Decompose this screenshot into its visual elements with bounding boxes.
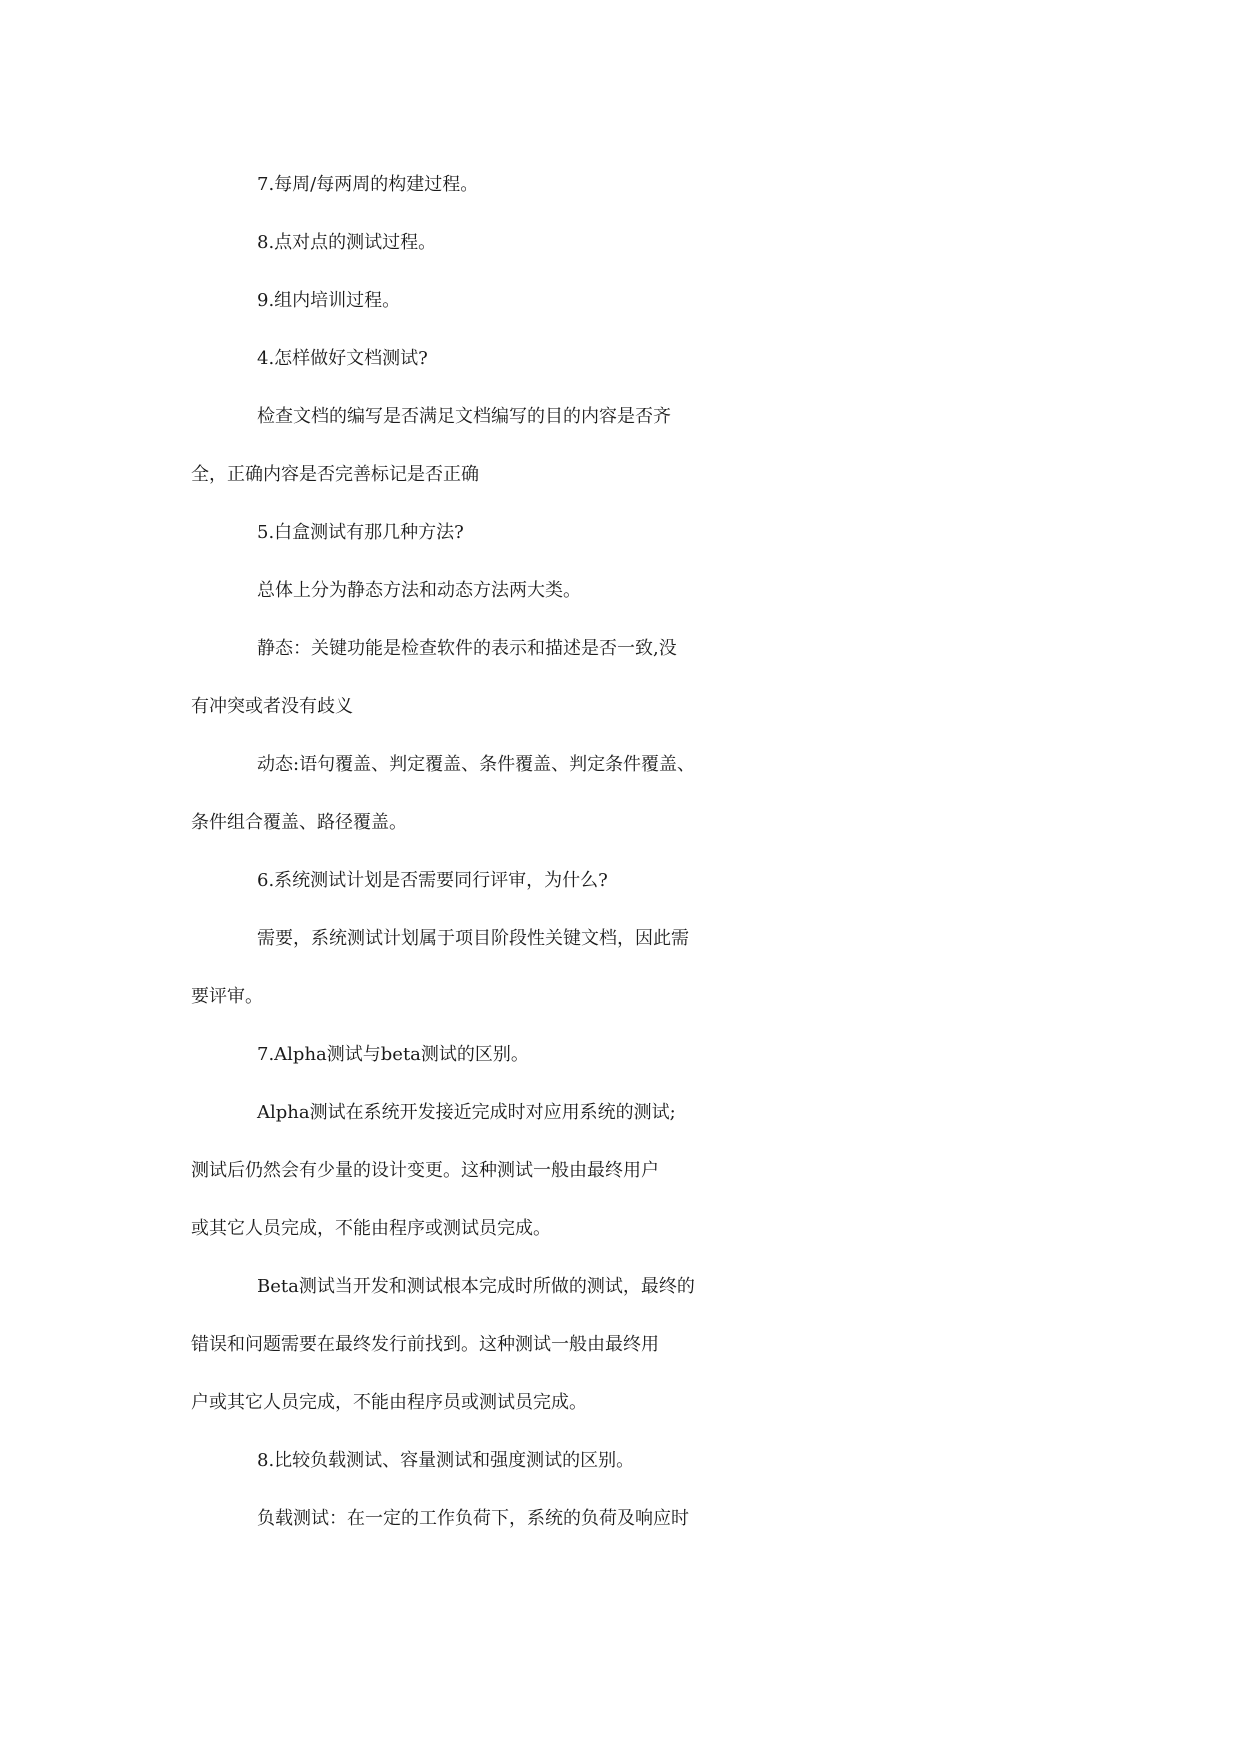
text-line: 条件组合覆盖、路径覆盖。 [191,812,407,833]
text-line: 5.白盒测试有那几种方法? [257,522,464,543]
text-line: Alpha测试在系统开发接近完成时对应用系统的测试; [257,1102,676,1123]
text-line: 或其它人员完成，不能由程序或测试员完成。 [191,1218,551,1239]
text-line: 错误和问题需要在最终发行前找到。这种测试一般由最终用 [191,1334,659,1355]
text-line: 8.比较负载测试、容量测试和强度测试的区别。 [257,1450,635,1471]
text-line: 静态：关键功能是检查软件的表示和描述是否一致,没 [257,638,677,659]
text-line: Beta测试当开发和测试根本完成时所做的测试，最终的 [257,1276,695,1297]
text-line: 全，正确内容是否完善标记是否正确 [191,464,479,485]
text-line: 测试后仍然会有少量的设计变更。这种测试一般由最终用户 [191,1160,659,1181]
text-line: 9.组内培训过程。 [257,290,401,311]
text-line: 检查文档的编写是否满足文档编写的目的内容是否齐 [257,406,671,427]
text-line: 7.每周/每两周的构建过程。 [257,174,479,195]
text-line: 需要，系统测试计划属于项目阶段性关键文档，因此需 [257,928,689,949]
text-line: 6.系统测试计划是否需要同行评审，为什么? [257,870,608,891]
text-line: 要评审。 [191,986,263,1007]
text-line: 7.Alpha测试与beta测试的区别。 [257,1044,529,1065]
text-line: 有冲突或者没有歧义 [191,696,353,717]
text-line: 动态:语句覆盖、判定覆盖、条件覆盖、判定条件覆盖、 [257,754,696,775]
text-line: 4.怎样做好文档测试? [257,348,428,369]
text-line: 总体上分为静态方法和动态方法两大类。 [257,580,581,601]
text-line: 负载测试：在一定的工作负荷下，系统的负荷及响应时 [257,1508,689,1529]
text-line: 户或其它人员完成，不能由程序员或测试员完成。 [191,1392,587,1413]
text-line: 8.点对点的测试过程。 [257,232,437,253]
